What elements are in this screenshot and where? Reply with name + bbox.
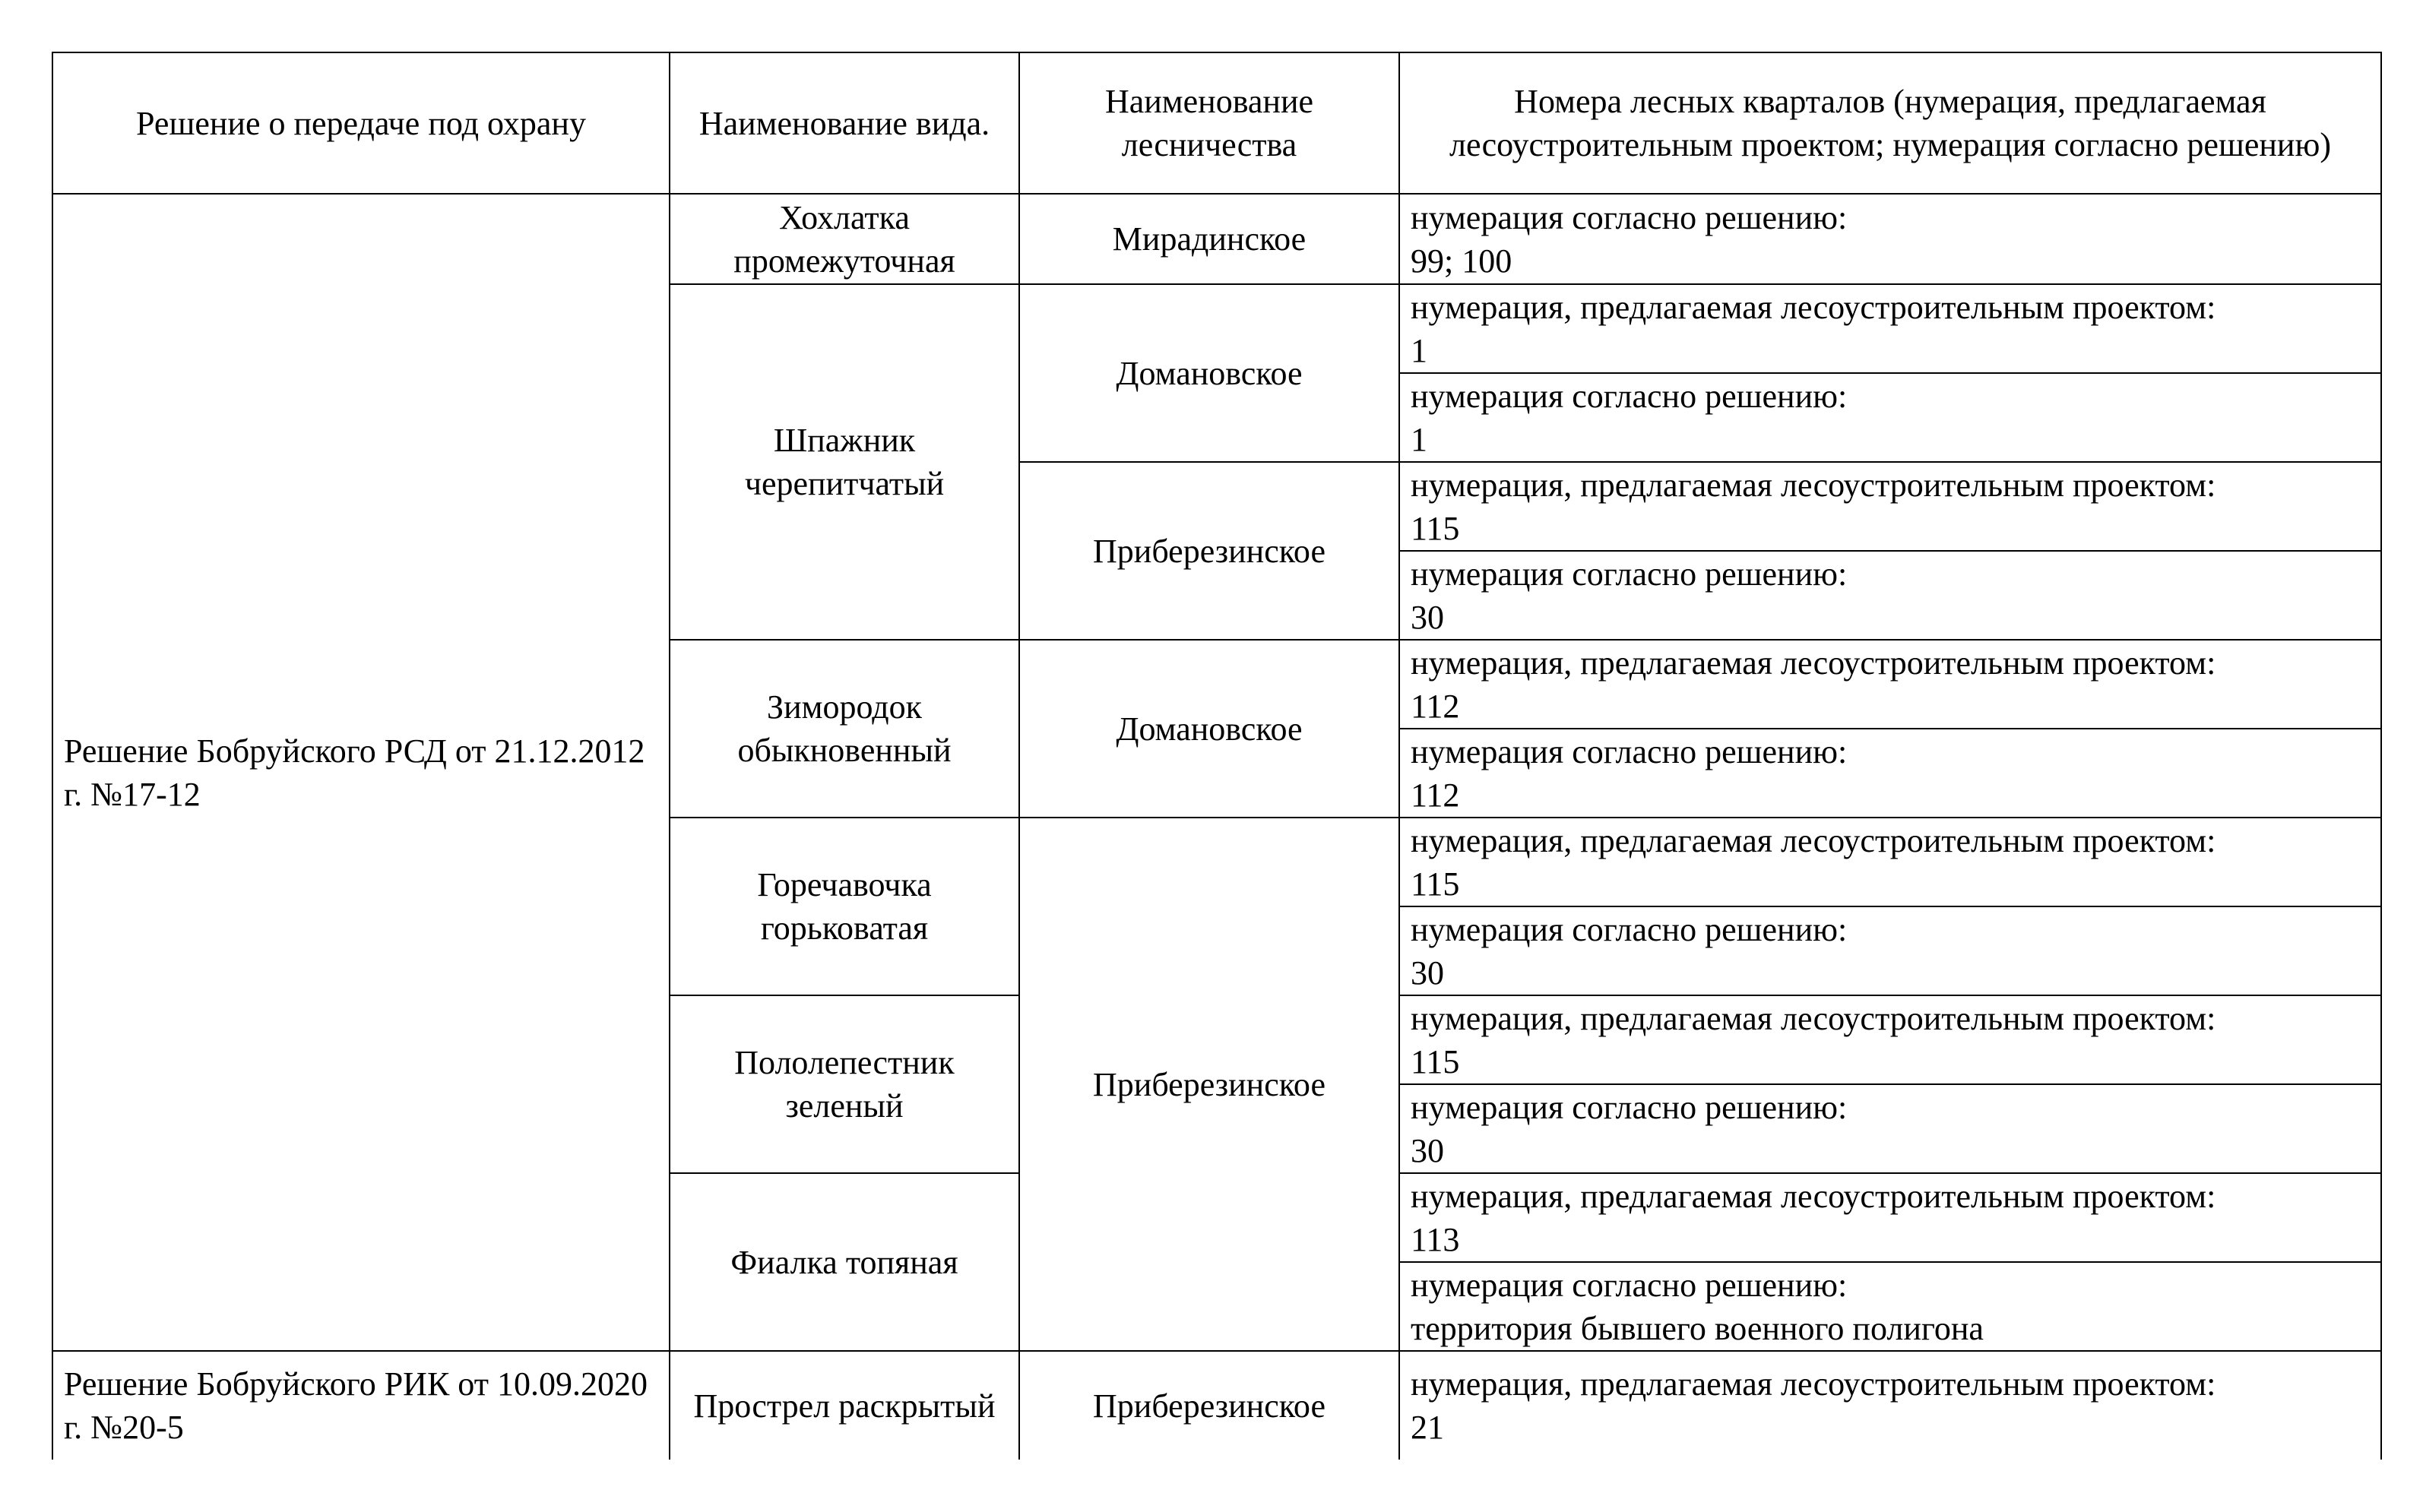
quarter-numbers-cell <box>1399 1173 2381 1262</box>
quarter-numbers-cell <box>1399 1262 2381 1351</box>
quarter-numbers-cell <box>1399 373 2381 462</box>
numbering-value: территория бывшего военного полигона <box>1411 1309 1984 1347</box>
numbering-label: нумерация согласно решению: <box>1411 1088 1848 1126</box>
numbering-label: нумерация согласно решению: <box>1411 198 1848 236</box>
numbering-value: 30 <box>1411 954 1444 992</box>
quarter-numbers-cell <box>1399 551 2381 640</box>
species-cell: Зимородок обыкновенный <box>670 640 1019 818</box>
numbering-label: нумерация, предлагаемая лесоустроительным проектом: <box>1411 644 2216 682</box>
numbering-label: нумерация, предлагаемая лесоустроительным проектом: <box>1411 821 2216 859</box>
decision-cell: Решение Бобруйского РИК от 10.09.2020 г. №20-5 <box>52 1351 670 1460</box>
numbering-label: нумерация, предлагаемая лесоустроительным проектом: <box>1411 288 2216 326</box>
header-forestry: Наименование лесничества <box>1019 52 1399 194</box>
numbering-value: 30 <box>1411 598 1444 636</box>
quarter-numbers-cell <box>1399 906 2381 995</box>
numbering-value: 112 <box>1411 776 1460 814</box>
forestry-cell: Домановское <box>1019 640 1399 818</box>
numbering-label: нумерация, предлагаемая лесоустроительным проектом: <box>1411 999 2216 1037</box>
numbering-label: нумерация, предлагаемая лесоустроительным проектом: <box>1411 1365 2216 1403</box>
forestry-cell: Приберезинское <box>1019 1351 1399 1460</box>
numbering-value: 115 <box>1411 509 1460 547</box>
species-cell: Хохлатка промежуточная <box>670 194 1019 284</box>
numbering-label: нумерация согласно решению: <box>1411 377 1848 415</box>
numbering-value: 115 <box>1411 1042 1460 1080</box>
numbering-value: 113 <box>1411 1220 1460 1258</box>
quarter-numbers-cell <box>1399 995 2381 1084</box>
numbering-label: нумерация согласно решению: <box>1411 910 1848 948</box>
species-cell: Прострел раскрытый <box>670 1351 1019 1460</box>
quarter-numbers-cell <box>1399 818 2381 906</box>
quarter-numbers-cell <box>1399 1351 2381 1460</box>
table-row <box>52 194 2381 284</box>
quarter-numbers-cell <box>1399 640 2381 729</box>
forestry-cell: Приберезинское <box>1019 818 1399 1351</box>
numbering-value: 1 <box>1411 331 1427 369</box>
header-species: Наименование вида. <box>670 52 1019 194</box>
forestry-cell: Мирадинское <box>1019 194 1399 284</box>
quarter-numbers-cell <box>1399 729 2381 818</box>
quarter-numbers-cell <box>1399 462 2381 551</box>
numbering-value: 115 <box>1411 865 1460 903</box>
quarter-numbers-cell <box>1399 194 2381 284</box>
numbering-label: нумерация согласно решению: <box>1411 732 1848 770</box>
numbering-label: нумерация, предлагаемая лесоустроительным проектом: <box>1411 466 2216 504</box>
species-cell: Шпажник черепитчатый <box>670 284 1019 640</box>
species-cell: Фиалка топяная <box>670 1173 1019 1351</box>
quarter-numbers-cell <box>1399 284 2381 373</box>
species-cell: Горечавочка горьковатая <box>670 818 1019 995</box>
forestry-cell: Домановское <box>1019 284 1399 462</box>
numbering-value: 99; 100 <box>1411 242 1512 280</box>
numbering-label: нумерация, предлагаемая лесоустроительным проектом: <box>1411 1177 2216 1215</box>
numbering-value: 30 <box>1411 1131 1444 1169</box>
header-quarters: Номера лесных кварталов (нумерация, предлагаемая лесоустроительным проектом; нумерация согласно решению) <box>1399 52 2381 194</box>
numbering-value: 21 <box>1411 1409 1444 1446</box>
header-decision: Решение о передаче под охрану <box>52 52 670 194</box>
header-row <box>52 52 2381 194</box>
forestry-cell: Приберезинское <box>1019 462 1399 640</box>
numbering-label: нумерация согласно решению: <box>1411 555 1848 593</box>
decision-cell: Решение Бобруйского РСД от 21.12.2012 г. №17-12 <box>52 194 670 1351</box>
table-row <box>52 1351 2381 1460</box>
numbering-value: 112 <box>1411 687 1460 725</box>
quarter-numbers-cell <box>1399 1084 2381 1173</box>
numbering-label: нумерация согласно решению: <box>1411 1266 1848 1304</box>
species-cell: Пололепестник зеленый <box>670 995 1019 1173</box>
numbering-value: 1 <box>1411 420 1427 458</box>
forest-quarters-table <box>52 52 2382 1460</box>
